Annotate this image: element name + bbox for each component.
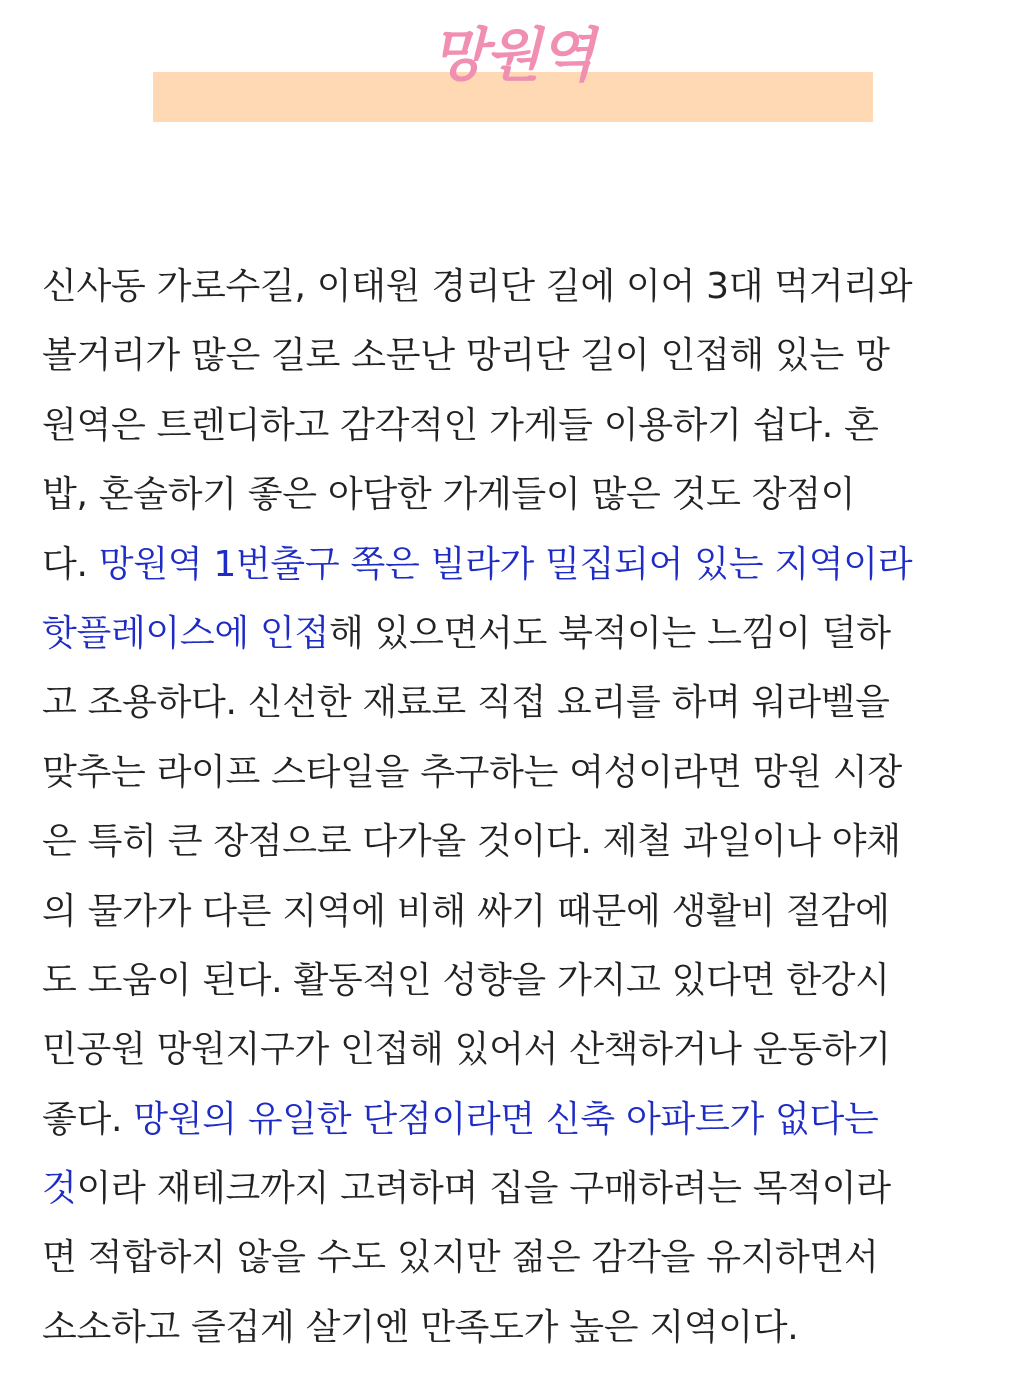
article-line xyxy=(42,1015,982,1084)
text-segment: 밥, 혼술하기 좋은 아담한 가게들이 많은 것도 장점이 xyxy=(42,474,856,516)
emphasized-text: 핫플레이스에 인접 xyxy=(42,612,329,654)
article-line xyxy=(42,530,982,599)
text-segment: 원역은 트렌디하고 감각적인 가게들 이용하기 쉽다. 혼 xyxy=(42,404,879,446)
text-segment: 좋다. xyxy=(42,1098,134,1140)
article-line xyxy=(42,946,982,1015)
text-segment: 도 도움이 된다. 활동적인 성향을 가지고 있다면 한강시 xyxy=(42,959,890,1001)
article-line xyxy=(42,1223,982,1292)
page-title: 망원역 xyxy=(430,21,594,89)
text-segment: 소소하고 즐겁게 살기엔 만족도가 높은 지역이다. xyxy=(42,1306,799,1348)
emphasized-text: 망원역 1번출구 쪽은 빌라가 밀집되어 있는 지역이라 xyxy=(98,543,913,585)
emphasized-text: 것 xyxy=(42,1168,77,1210)
article-line xyxy=(42,877,982,946)
text-segment: 의 물가가 다른 지역에 비해 싸기 때문에 생활비 절감에 xyxy=(42,890,890,932)
text-segment: 은 특히 큰 장점으로 다가올 것이다. 제철 과일이나 야채 xyxy=(42,821,901,863)
text-segment: 맞추는 라이프 스타일을 추구하는 여성이라면 망원 시장 xyxy=(42,751,902,793)
article-line xyxy=(42,807,982,876)
article-line xyxy=(42,321,982,390)
text-segment: 이라 재테크까지 고려하며 집을 구매하려는 목적이라 xyxy=(76,1168,891,1210)
text-segment: 신사동 가로수길, 이태원 경리단 길에 이어 3대 먹거리와 xyxy=(42,266,913,307)
emphasized-text: 망원의 유일한 단점이라면 신축 아파트가 없다는 xyxy=(133,1098,879,1140)
text-segment: 볼거리가 많은 길로 소문난 망리단 길이 인접해 있는 망 xyxy=(42,335,890,377)
text-segment: 해 있으면서도 북적이는 느낌이 덜하 xyxy=(328,612,891,654)
text-segment: 면 적합하지 않을 수도 있지만 젊은 감각을 유지하면서 xyxy=(42,1237,879,1279)
article-line xyxy=(42,1085,982,1154)
article-line xyxy=(42,738,982,807)
article-line xyxy=(42,391,982,460)
article-body xyxy=(42,252,982,1362)
text-segment: 고 조용하다. 신선한 재료로 직접 요리를 하며 워라벨을 xyxy=(42,682,890,724)
article-line xyxy=(42,599,982,668)
article-line xyxy=(42,252,982,321)
article-line xyxy=(42,1293,982,1362)
article-line xyxy=(42,1154,982,1223)
text-segment: 다. xyxy=(42,543,99,585)
article-line xyxy=(42,460,982,529)
title-block xyxy=(0,0,1024,140)
text-segment: 민공원 망원지구가 인접해 있어서 산책하거나 운동하기 xyxy=(42,1029,891,1071)
article-line xyxy=(42,668,982,737)
